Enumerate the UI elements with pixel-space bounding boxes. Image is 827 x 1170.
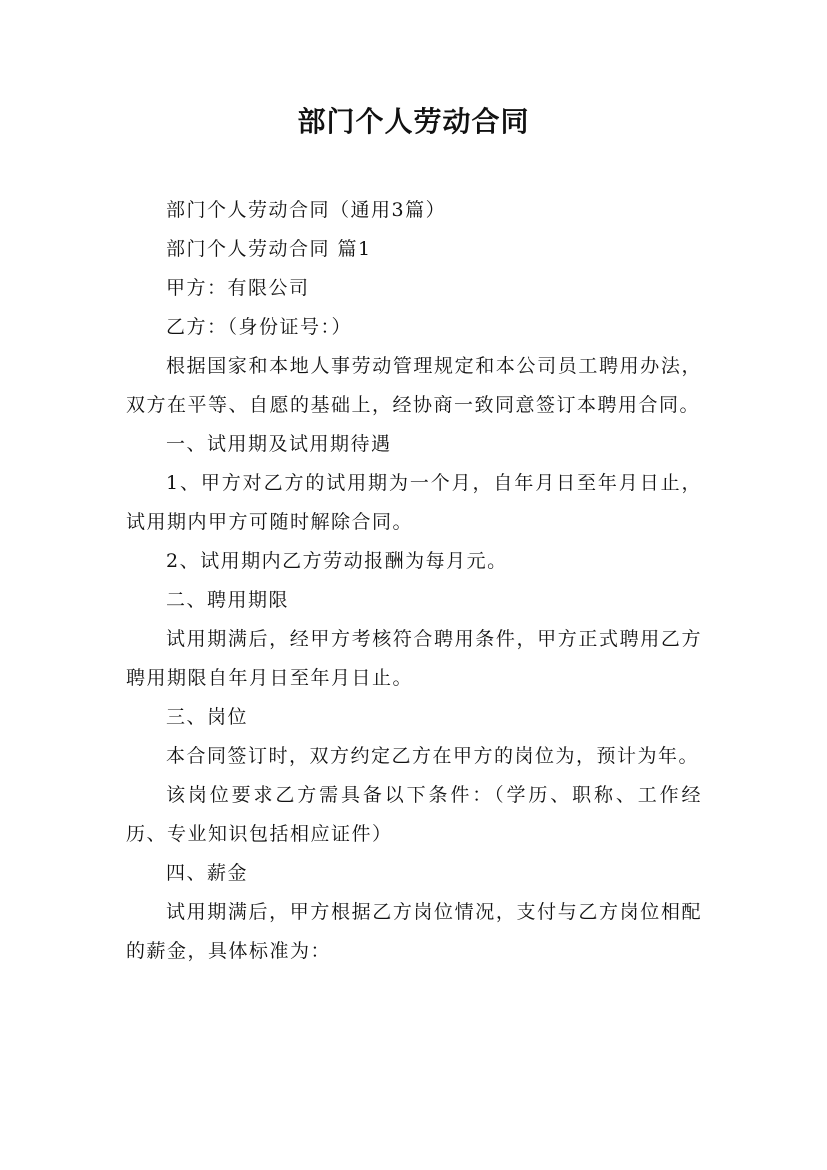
paragraph-clause-3-title: 三、岗位 (166, 706, 249, 728)
paragraph-party-a: 甲方：有限公司 (166, 277, 310, 299)
paragraph-party-b: 乙方：（身份证号：） (166, 316, 353, 338)
paragraph-clause-1-1: 1、甲方对乙方的试用期为一个月，自年月日至年月日止，试用期内甲方可随时解除合同。 (126, 472, 702, 533)
paragraph-heading: 部门个人劳动合同（通用3篇） (166, 199, 447, 221)
paragraph-preamble: 根据国家和本地人事劳动管理规定和本公司员工聘用办法，双方在平等、自愿的基础上，经协商一致同意签订本聘用合同。 (126, 355, 702, 416)
document-title: 部门个人劳动合同 (297, 105, 530, 138)
paragraph-clause-3-body: 本合同签订时，双方约定乙方在甲方的岗位为，预计为年。 (166, 745, 700, 767)
paragraph-clause-4-title: 四、薪金 (166, 862, 249, 884)
paragraph-section-title: 部门个人劳动合同 篇1 (166, 238, 372, 260)
paragraph-clause-3-requirements: 该岗位要求乙方需具备以下条件：（学历、职称、工作经历、专业知识包括相应证件） (126, 784, 702, 845)
paragraph-clause-1-title: 一、试用期及试用期待遇 (166, 433, 392, 455)
paragraph-clause-4-body: 试用期满后，甲方根据乙方岗位情况，支付与乙方岗位相配的薪金，具体标准为： (126, 901, 702, 962)
document-body (126, 191, 702, 971)
paragraph-clause-2-title: 二、聘用期限 (166, 589, 290, 611)
paragraph-clause-2-body: 试用期满后，经甲方考核符合聘用条件，甲方正式聘用乙方聘用期限自年月日至年月日止。 (126, 628, 702, 689)
paragraph-clause-1-2: 2、试用期内乙方劳动报酬为每月元。 (166, 550, 508, 572)
